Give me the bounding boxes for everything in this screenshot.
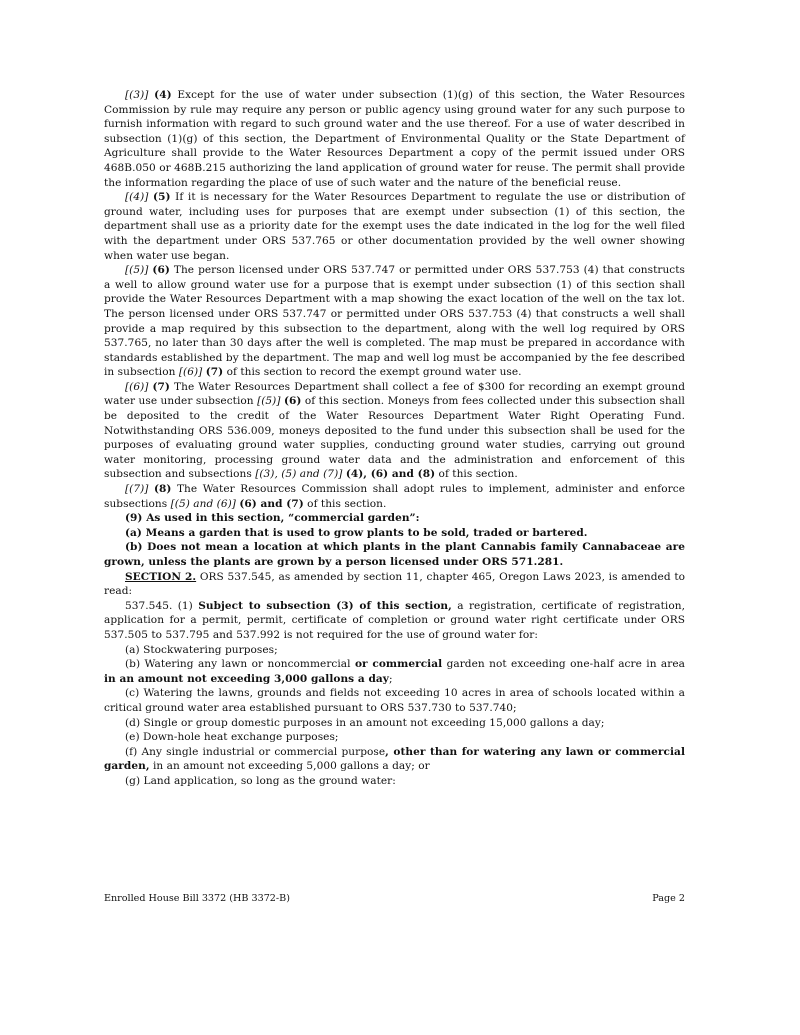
bill-name: Enrolled House Bill 3372 (HB 3372-B)	[104, 893, 290, 904]
new-number: (5)	[153, 191, 171, 204]
section-heading: SECTION 2.	[125, 570, 197, 583]
item-d: (d) Single or group domestic purposes in an amount not exceeding 15,000 gallons a day;	[125, 716, 605, 729]
new-reference: (7)	[205, 366, 224, 379]
new-reference: (6) and (7)	[239, 497, 304, 510]
inserted-text: Subject to subsection (3) of this section,	[198, 599, 452, 612]
paragraph-text: of this section to record the exempt ground water use.	[226, 366, 522, 379]
new-number: (7)	[152, 380, 170, 393]
deleted-number: [(4)]	[125, 191, 149, 204]
item-e: (e) Down-hole heat exchange purposes;	[125, 731, 339, 744]
statute-537-545	[104, 599, 685, 643]
item-text: (f) Any single industrial or commercial purpose	[125, 745, 386, 758]
deleted-reference: [(3), (5) and (7)]	[255, 468, 343, 481]
section-2	[104, 570, 685, 599]
deleted-number: [(6)]	[125, 380, 149, 393]
inserted-text: , other than for watering any lawn or commercial garden,	[104, 745, 685, 773]
item-text: ;	[389, 672, 393, 685]
deleted-reference: [(6)]	[178, 366, 203, 379]
item-c: (c) Watering the lawns, grounds and fields not exceeding 10 acres in area of schools located within a critical ground water area established pursuant to ORS 537.730 to 537.740;	[104, 687, 685, 714]
item-f	[104, 745, 685, 774]
paragraph-7	[104, 380, 685, 482]
new-number: (8)	[153, 483, 172, 496]
paragraph-8	[104, 482, 685, 511]
item-g: (g) Land application, so long as the ground water:	[125, 774, 396, 787]
item-text: (b) Watering any lawn or noncommercial	[125, 658, 351, 671]
item-text: garden not exceeding one-half acre in area	[446, 658, 685, 671]
paragraph-9: (9) As used in this section, “commercial garden”:	[125, 512, 420, 525]
new-reference: (6)	[283, 395, 302, 408]
new-reference: (4), (6) and (8)	[345, 468, 436, 481]
item-text: in an amount not exceeding 5,000 gallons a day; or	[152, 760, 430, 773]
page-number: Page 2	[652, 893, 685, 904]
statute-lead: 537.545. (1)	[125, 599, 193, 612]
paragraph-9b: (b) Does not mean a location at which plants in the plant Cannabis family Cannabaceae are grown, unless the plants are grown by a person licensed under ORS 571.281.	[104, 541, 685, 568]
paragraph-text: The person licensed under ORS 537.747 or permitted under ORS 537.753 (4) that constructs a well to allow ground water use for a purpose that is exempt under subsection (1) of this section shall provide the Water Resources Department with a map showing the exact location of the well on the tax lot. The person licensed under ORS 537.747 or permitted under ORS 537.753 (4) that constructs a well shall provide a map required by this subsection to the department, along with the well log required by ORS 537.765, no later than 30 days after the well is completed. The map must be prepared in accordance with standards established by the department. The map and well log must be accompanied by the fee described in subsection	[104, 264, 686, 379]
paragraph-text: of this section. Moneys from fees collected under this subsection shall be deposited to the credit of the Water Resources Department Water Right Operating Fund. Notwithstanding ORS 536.009, moneys deposited to the fund under this subsection shall be used for the purposes of evaluating ground water supplies, conducting ground water studies, carrying out ground water monitoring, processing ground water data and the administration and enforcement of this subsection and subsections	[104, 395, 685, 481]
paragraph-text: of this section.	[438, 468, 518, 481]
paragraph-5	[104, 190, 685, 263]
paragraph-text: of this section.	[307, 497, 387, 510]
inserted-text: or commercial	[354, 658, 443, 671]
paragraph-9a: (a) Means a garden that is used to grow plants to be sold, traded or bartered.	[125, 526, 588, 539]
paragraph-text: The Water Resources Commission shall adopt rules to implement, administer and enforce subsections	[104, 483, 685, 510]
paragraph-4	[104, 88, 685, 190]
item-b	[104, 657, 685, 686]
deleted-number: [(3)]	[125, 89, 149, 101]
deleted-number: [(7)]	[125, 483, 149, 496]
paragraph-text: The Water Resources Department shall collect a fee of $300 for recording an exempt ground water use under subsection	[104, 380, 685, 408]
page-footer	[104, 893, 685, 904]
inserted-text: in an amount not exceeding 3,000 gallons a day	[104, 672, 389, 685]
new-number: (6)	[152, 264, 170, 277]
deleted-reference: [(5)]	[257, 395, 281, 408]
paragraph-6	[104, 263, 685, 380]
section-text: ORS 537.545, as amended by section 11, chapter 465, Oregon Laws 2023, is amended to read:	[104, 570, 686, 598]
document-body	[104, 88, 685, 789]
new-number: (4)	[154, 89, 172, 101]
deleted-number: [(5)]	[125, 264, 149, 277]
paragraph-text: If it is necessary for the Water Resources Department to regulate the use or distribution of ground water, including uses for purposes that are exempt under subsection (1) of this section, the department shall use as a priority date for the exempt uses the date indicated in the log for the well filed with the department under ORS 537.765 or other documentation provided by the well owner showing when water use began.	[104, 191, 686, 262]
deleted-reference: [(5) and (6)]	[170, 497, 236, 510]
item-a: (a) Stockwatering purposes;	[125, 643, 278, 656]
statute-text: a registration, certificate of registration, application for a permit, permit, certificate of completion or ground water right certificate under ORS 537.505 to 537.795 and 537.992 is not required for the use of ground water for:	[104, 599, 685, 641]
paragraph-text: Except for the use of water under subsection (1)(g) of this section, the Water Resources Commission by rule may require any person or public agency using ground water for any such purpose to furnish information with regard to such ground water and the use thereof. For a use of water described in subsection (1)(g) of this section, the Department of Environmental Quality or the State Department of Agriculture shall provide to the Water Resources Department a copy of the permit issued under ORS 468B.050 or 468B.215 authorizing the land application of ground water for reuse. The permit shall provide the information regarding the place of use of such water and the nature of the beneficial reuse.	[104, 89, 686, 189]
